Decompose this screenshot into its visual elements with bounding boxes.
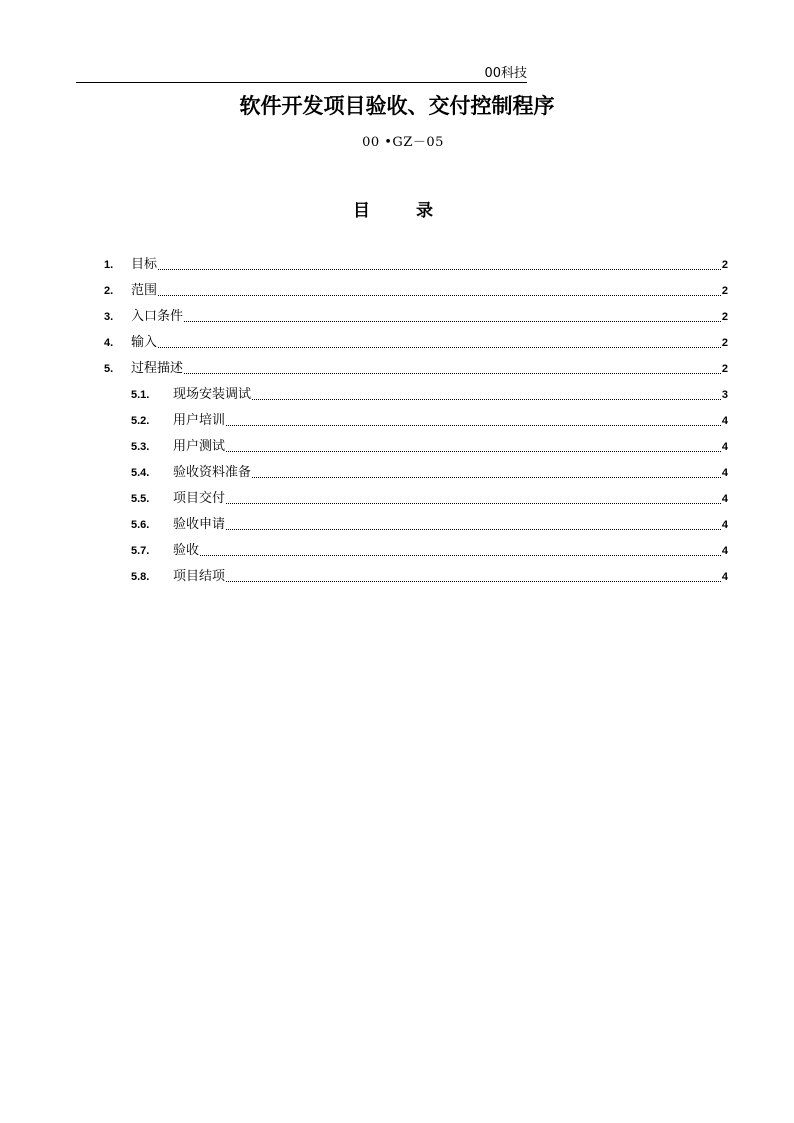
toc-entry[interactable] xyxy=(0,568,794,586)
toc-entry-label: 输入 xyxy=(131,335,158,350)
toc-leader-dots xyxy=(158,268,721,270)
toc-entry-page: 4 xyxy=(721,571,728,583)
toc-entry-page: 4 xyxy=(721,493,728,505)
toc-entry-number: 5.3. xyxy=(131,441,150,453)
toc-entry-page: 2 xyxy=(721,363,728,375)
toc-entry[interactable] xyxy=(0,282,794,300)
toc-entry-label: 验收 xyxy=(173,543,200,558)
toc-leader-dots xyxy=(158,294,721,296)
toc-entry[interactable] xyxy=(0,412,794,430)
toc-entry-page: 4 xyxy=(721,545,728,557)
toc-leader-dots xyxy=(184,320,721,322)
toc-entry-number: 4. xyxy=(104,337,114,349)
toc-leader-dots xyxy=(226,450,721,452)
document-code: 00 •GZ－05 xyxy=(362,135,444,150)
toc-entry-page: 4 xyxy=(721,467,728,479)
toc-entry-body xyxy=(173,516,728,534)
toc-leader-dots xyxy=(226,580,721,582)
toc-entry[interactable] xyxy=(0,360,794,378)
toc-entry-body xyxy=(173,438,728,456)
toc-entry-page: 2 xyxy=(721,285,728,297)
toc-entry[interactable] xyxy=(0,438,794,456)
toc-entry-label: 项目结项 xyxy=(173,569,226,584)
toc-heading: 目 录 xyxy=(353,201,453,221)
toc-entry[interactable] xyxy=(0,386,794,404)
toc-entry-body xyxy=(173,542,728,560)
toc-entry-number: 3. xyxy=(104,311,114,323)
toc-leader-dots xyxy=(226,502,721,504)
toc-leader-dots xyxy=(252,476,721,478)
toc-entry-body xyxy=(173,412,728,430)
toc-entry-label: 目标 xyxy=(131,257,158,272)
toc-entry-number: 5.1. xyxy=(131,389,150,401)
toc-entry-label: 现场安装调试 xyxy=(173,387,252,402)
toc-entry-label: 用户测试 xyxy=(173,439,226,454)
toc-entry-body xyxy=(173,568,728,586)
toc-leader-dots xyxy=(226,424,721,426)
toc-entry-body xyxy=(173,464,728,482)
toc-entry-label: 范围 xyxy=(131,283,158,298)
toc-entry-number: 5.5. xyxy=(131,493,150,505)
toc-entry-page: 3 xyxy=(721,389,728,401)
toc-leader-dots xyxy=(200,554,721,556)
toc-entry-number: 5.6. xyxy=(131,519,150,531)
toc-entry-label: 入口条件 xyxy=(131,309,184,324)
toc-entry-number: 5.7. xyxy=(131,545,150,557)
toc-entry-page: 4 xyxy=(721,519,728,531)
header-company: 00科技 xyxy=(484,66,527,81)
toc-entry-body xyxy=(131,282,728,300)
toc-entry-label: 用户培训 xyxy=(173,413,226,428)
toc-entry-page: 2 xyxy=(721,311,728,323)
toc-entry[interactable] xyxy=(0,516,794,534)
toc-entry-body xyxy=(173,386,728,404)
toc-entry-number: 5. xyxy=(104,363,114,375)
toc-leader-dots xyxy=(252,398,721,400)
toc-entry-page: 4 xyxy=(721,441,728,453)
toc-leader-dots xyxy=(184,372,721,374)
toc-entry-number: 5.4. xyxy=(131,467,150,479)
toc-entry-number: 2. xyxy=(104,285,114,297)
toc-leader-dots xyxy=(158,346,721,348)
toc-entry-page: 2 xyxy=(721,259,728,271)
toc-entry-page: 4 xyxy=(721,415,728,427)
toc-entry-number: 5.8. xyxy=(131,571,150,583)
toc-entry-body xyxy=(131,256,728,274)
toc-entry[interactable] xyxy=(0,308,794,326)
toc-entry-number: 5.2. xyxy=(131,415,150,427)
toc-leader-dots xyxy=(226,528,721,530)
toc-entry-body xyxy=(131,360,728,378)
toc-entry-body xyxy=(131,308,728,326)
toc-entry[interactable] xyxy=(0,490,794,508)
toc-entry-body xyxy=(131,334,728,352)
toc-entry-page: 2 xyxy=(721,337,728,349)
toc-entry[interactable] xyxy=(0,464,794,482)
toc-entry[interactable] xyxy=(0,542,794,560)
page-header xyxy=(76,66,527,83)
toc-entry-label: 验收资料准备 xyxy=(173,465,252,480)
toc-entry[interactable] xyxy=(0,256,794,274)
toc-entry-label: 过程描述 xyxy=(131,361,184,376)
toc-entry-label: 项目交付 xyxy=(173,491,226,506)
toc-entry-label: 验收申请 xyxy=(173,517,226,532)
toc-entry-number: 1. xyxy=(104,259,114,271)
document-title: 软件开发项目验收、交付控制程序 xyxy=(239,93,555,118)
toc-entry[interactable] xyxy=(0,334,794,352)
toc-entry-body xyxy=(173,490,728,508)
